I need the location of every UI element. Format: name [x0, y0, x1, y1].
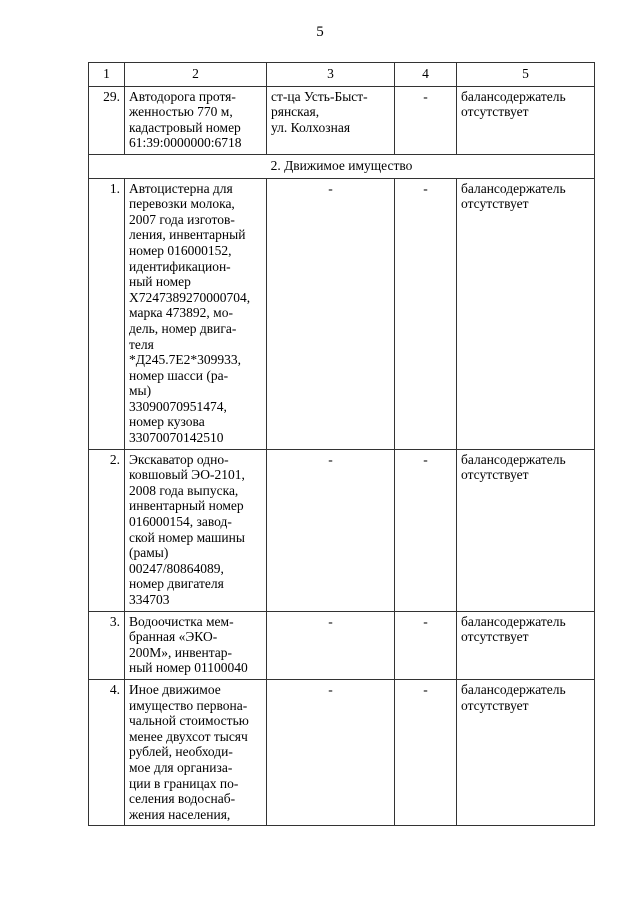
text-line: рянская,	[271, 104, 320, 120]
page-number: 5	[316, 24, 324, 40]
text-line: Иное движимое	[129, 681, 221, 697]
text-line: балансодержатель	[461, 451, 566, 467]
table-row	[89, 679, 595, 825]
text-line: 200М», инвентар-	[129, 644, 233, 660]
text-line: бранная «ЭКО-	[129, 629, 218, 645]
column-4-value: -	[395, 86, 457, 154]
section-title: 2. Движимое имущество	[89, 154, 595, 178]
column-4-value: -	[395, 611, 457, 679]
text-line: 33090070951474,	[129, 398, 227, 414]
text-line: ковшовый ЭО-2101,	[129, 467, 245, 483]
property-name	[125, 449, 267, 611]
row-number: 3.	[89, 611, 125, 679]
holder-status	[457, 449, 595, 611]
text-line: ления, инвентарный	[129, 227, 246, 243]
text-line: Автоцистерна для	[129, 180, 233, 196]
holder-status	[457, 86, 595, 154]
text-line: 016000154, завод-	[129, 514, 232, 530]
text-line: (рамы)	[129, 545, 169, 561]
text-line: селения водоснаб-	[129, 791, 236, 807]
text-line: 61:39:0000000:6718	[129, 135, 242, 151]
text-line: перевозки молока,	[129, 196, 235, 212]
text-line: отсутствует	[461, 629, 529, 645]
text-line: Автодорога протя-	[129, 88, 236, 104]
text-line: чальной стоимостью	[129, 713, 249, 729]
text-line: отсутствует	[461, 196, 529, 212]
property-table	[88, 62, 595, 826]
text-line: балансодержатель	[461, 88, 566, 104]
column-header: 1	[89, 63, 125, 87]
text-line: ул. Колхозная	[271, 119, 351, 135]
text-line: ный номер 01100040	[129, 660, 248, 676]
text-line: балансодержатель	[461, 613, 566, 629]
text-line: женностью 770 м,	[129, 104, 233, 120]
column-4-value: -	[395, 449, 457, 611]
text-line: номер кузова	[129, 414, 205, 430]
text-line: имущество первона-	[129, 697, 248, 713]
property-name	[125, 178, 267, 449]
text-line: менее двухсот тысяч	[129, 728, 248, 744]
text-line: идентификацион-	[129, 258, 231, 274]
text-line: ции в границах по-	[129, 775, 239, 791]
property-address: -	[267, 449, 395, 611]
column-header: 3	[267, 63, 395, 87]
text-line: 00247/80864089,	[129, 560, 224, 576]
row-number: 2.	[89, 449, 125, 611]
text-line: отсутствует	[461, 467, 529, 483]
property-address: -	[267, 611, 395, 679]
text-line: 33070070142510	[129, 430, 224, 446]
holder-status	[457, 679, 595, 825]
section-header-row	[89, 154, 595, 178]
text-line: жения населения,	[129, 806, 231, 822]
text-line: *Д245.7Е2*309933,	[129, 352, 241, 368]
text-line: мы)	[129, 383, 152, 399]
text-line: 2008 года выпуска,	[129, 482, 239, 498]
row-number: 4.	[89, 679, 125, 825]
property-name	[125, 86, 267, 154]
text-line: 2007 года изготов-	[129, 211, 235, 227]
text-line: X7247389270000704,	[129, 289, 251, 305]
text-line: 334703	[129, 592, 170, 607]
table-row	[89, 178, 595, 449]
property-address: -	[267, 679, 395, 825]
text-line: Экскаватор одно-	[129, 451, 229, 467]
table-header-row	[89, 63, 595, 87]
text-line: ный номер	[129, 274, 191, 290]
column-4-value: -	[395, 679, 457, 825]
text-line: дель, номер двига-	[129, 320, 237, 336]
text-line: балансодержатель	[461, 180, 566, 196]
text-line: номер 016000152,	[129, 242, 232, 258]
table-row	[89, 611, 595, 679]
holder-status	[457, 611, 595, 679]
text-line: теля	[129, 336, 154, 352]
row-number: 29.	[89, 86, 125, 154]
text-line: отсутствует	[461, 104, 529, 120]
table-row	[89, 86, 595, 154]
row-number: 1.	[89, 178, 125, 449]
text-line: марка 473892, мо-	[129, 305, 233, 321]
text-line: номер двигателя	[129, 576, 224, 592]
column-header: 4	[395, 63, 457, 87]
property-address: -	[267, 178, 395, 449]
text-line: ской номер машины	[129, 529, 245, 545]
property-address	[267, 86, 395, 154]
text-line: мое для организа-	[129, 759, 233, 775]
text-line: рублей, необходи-	[129, 744, 233, 760]
table-row	[89, 449, 595, 611]
text-line: отсутствует	[461, 697, 529, 713]
text-line: ст-ца Усть-Быст-	[271, 88, 368, 104]
text-line: Водоочистка мем-	[129, 613, 234, 629]
column-header: 5	[457, 63, 595, 87]
holder-status	[457, 178, 595, 449]
column-4-value: -	[395, 178, 457, 449]
text-line: балансодержатель	[461, 681, 566, 697]
property-name	[125, 679, 267, 825]
property-name	[125, 611, 267, 679]
text-line: инвентарный номер	[129, 498, 244, 514]
text-line: кадастровый номер	[129, 119, 241, 135]
text-line: номер шасси (ра-	[129, 367, 229, 383]
column-header: 2	[125, 63, 267, 87]
